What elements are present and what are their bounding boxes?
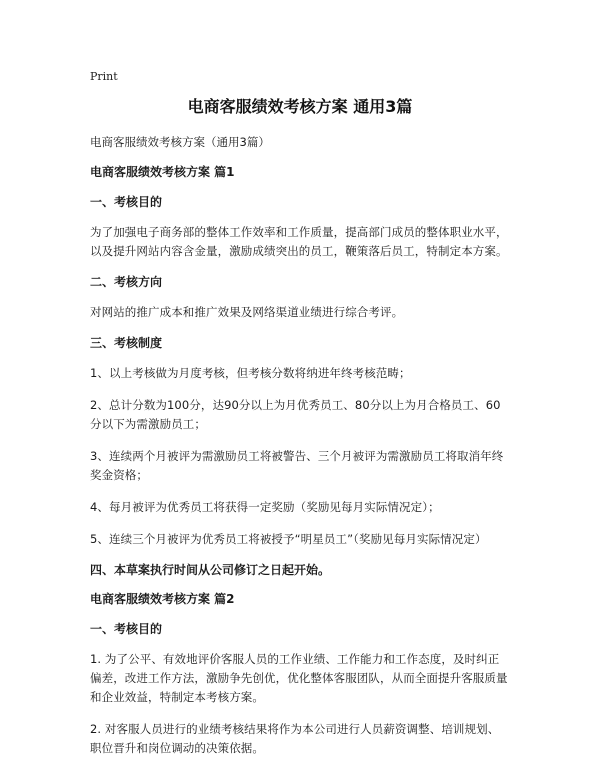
document-title: 电商客服绩效考核方案 通用3篇: [187, 97, 413, 116]
print-label[interactable]: Print: [90, 70, 118, 83]
article-1-heading: 电商客服绩效考核方案 篇1: [90, 165, 235, 179]
a1-section-3-item-1: 1、以上考核做为月度考核，但考核分数将纳进年终考核范畴；: [90, 366, 411, 380]
a1-section-3-item-3: 3、连续两个月被评为需激励员工将被警告、三个月被评为需激励员工将取消年终奖金资格；: [90, 449, 504, 482]
a1-section-3-item-4: 4、每月被评为优秀员工将获得一定奖励（奖励见每月实际情况定）；: [90, 500, 440, 514]
a2-section-1-paragraph-2: 2. 对客服人员进行的业绩考核结果将作为本公司进行人员薪资调整、培训规划、职位晋升和岗位调动的决策依据。: [90, 722, 500, 755]
a1-section-2-paragraph: 对网站的推广成本和推广效果及网络渠道业绩进行综合考评。: [90, 305, 404, 319]
a1-section-4-heading: 四、本草案执行时间从公司修订之日起开始。: [90, 563, 331, 577]
a1-section-1-paragraph: 为了加强电子商务部的整体工作效率和工作质量，提高部门成员的整体职业水平，以及提升网站内容含金量，激励成绩突出的员工，鞭策落后员工，特制定本方案。: [90, 225, 508, 258]
a1-section-3-item-2: 2、总计分数为100分，达90分以上为月优秀员工、80分以上为月合格员工、60分以下为需激励员工；: [90, 398, 501, 431]
a1-section-2-heading: 二、考核方向: [90, 275, 163, 289]
a2-section-1-heading: 一、考核目的: [90, 622, 163, 636]
a1-section-3-heading: 三、考核制度: [90, 336, 163, 350]
a1-section-1-heading: 一、考核目的: [90, 195, 163, 209]
article-2-heading: 电商客服绩效考核方案 篇2: [90, 592, 235, 606]
document-subtitle: 电商客服绩效考核方案（通用3篇）: [90, 135, 270, 149]
a2-section-1-paragraph-1: 1. 为了公平、有效地评价客服人员的工作业绩、工作能力和工作态度，及时纠正偏差，改进工作方法，激励争先创优，优化整体客服团队，从而全面提升客服质量和企业效益，特制定本考核方案。: [90, 652, 508, 704]
a1-section-3-item-5: 5、连续三个月被评为优秀员工将被授予“明星员工”（奖励见每月实际情况定）: [90, 532, 487, 546]
